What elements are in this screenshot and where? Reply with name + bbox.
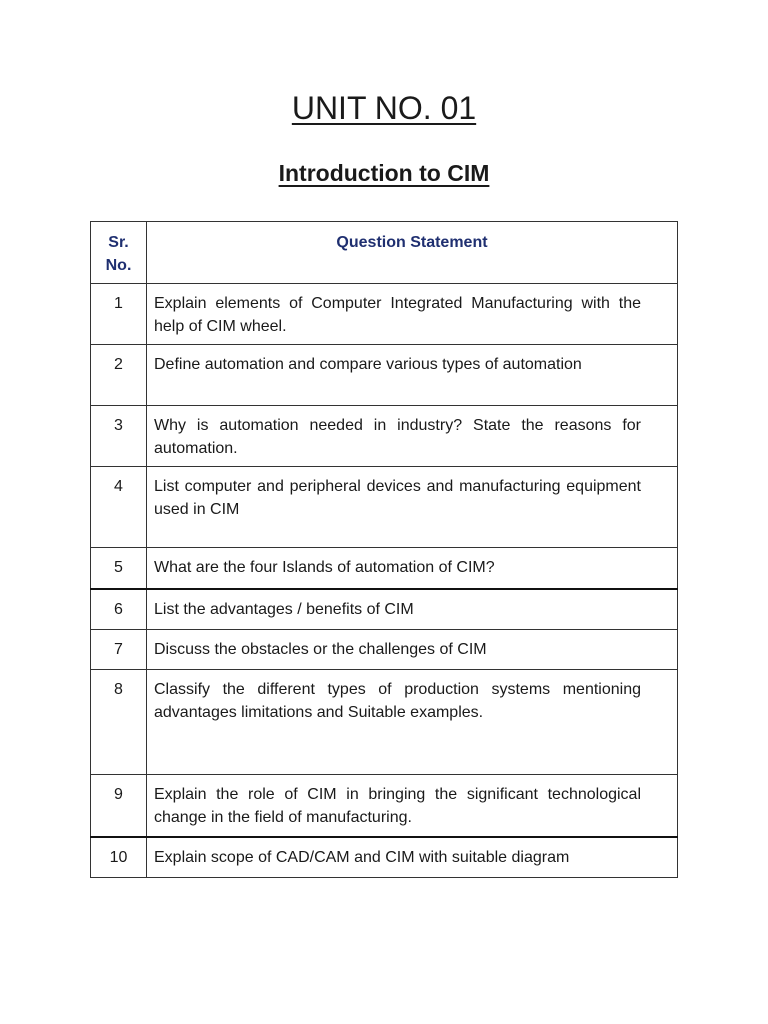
unit-title: UNIT NO. 01	[291, 90, 477, 126]
table-row	[91, 406, 678, 467]
table-row	[91, 837, 678, 878]
row-sr-number: 4	[91, 467, 147, 548]
row-sr-number: 9	[91, 775, 147, 837]
row-question: Explain elements of Computer Integrated Manufacturing with the help of CIM wheel.	[147, 284, 678, 345]
row-question: Define automation and compare various types of automation	[147, 345, 678, 406]
row-question: Discuss the obstacles or the challenges of CIM	[147, 630, 678, 670]
row-sr-number: 7	[91, 630, 147, 670]
row-question: List the advantages / benefits of CIM	[147, 589, 678, 630]
chapter-title: Introduction to CIM	[278, 160, 490, 186]
row-sr-number: 1	[91, 284, 147, 345]
header-sr-no: Sr. No.	[91, 222, 147, 284]
row-sr-number: 5	[91, 548, 147, 589]
row-question: Why is automation needed in industry? State the reasons for automation.	[147, 406, 678, 467]
table-row	[91, 345, 678, 406]
table-row	[91, 670, 678, 775]
table-row	[91, 775, 678, 837]
row-question: Explain scope of CAD/CAM and CIM with suitable diagram	[147, 837, 678, 878]
row-question: Explain the role of CIM in bringing the significant technological change in the field of manufacturing.	[147, 775, 678, 837]
table-row	[91, 548, 678, 589]
row-question: Classify the different types of production systems mentioning advantages limitations and Suitable examples.	[147, 670, 678, 775]
header-question-statement: Question Statement	[147, 222, 678, 284]
table-row	[91, 284, 678, 345]
row-sr-number: 10	[91, 837, 147, 878]
question-table	[90, 221, 678, 878]
row-sr-number: 8	[91, 670, 147, 775]
row-sr-number: 3	[91, 406, 147, 467]
table-row	[91, 467, 678, 548]
row-question: List computer and peripheral devices and manufacturing equipment used in CIM	[147, 467, 678, 548]
table-row	[91, 589, 678, 630]
row-sr-number: 6	[91, 589, 147, 630]
row-sr-number: 2	[91, 345, 147, 406]
table-header-row	[91, 222, 678, 284]
row-question: What are the four Islands of automation of CIM?	[147, 548, 678, 589]
table-row	[91, 630, 678, 670]
